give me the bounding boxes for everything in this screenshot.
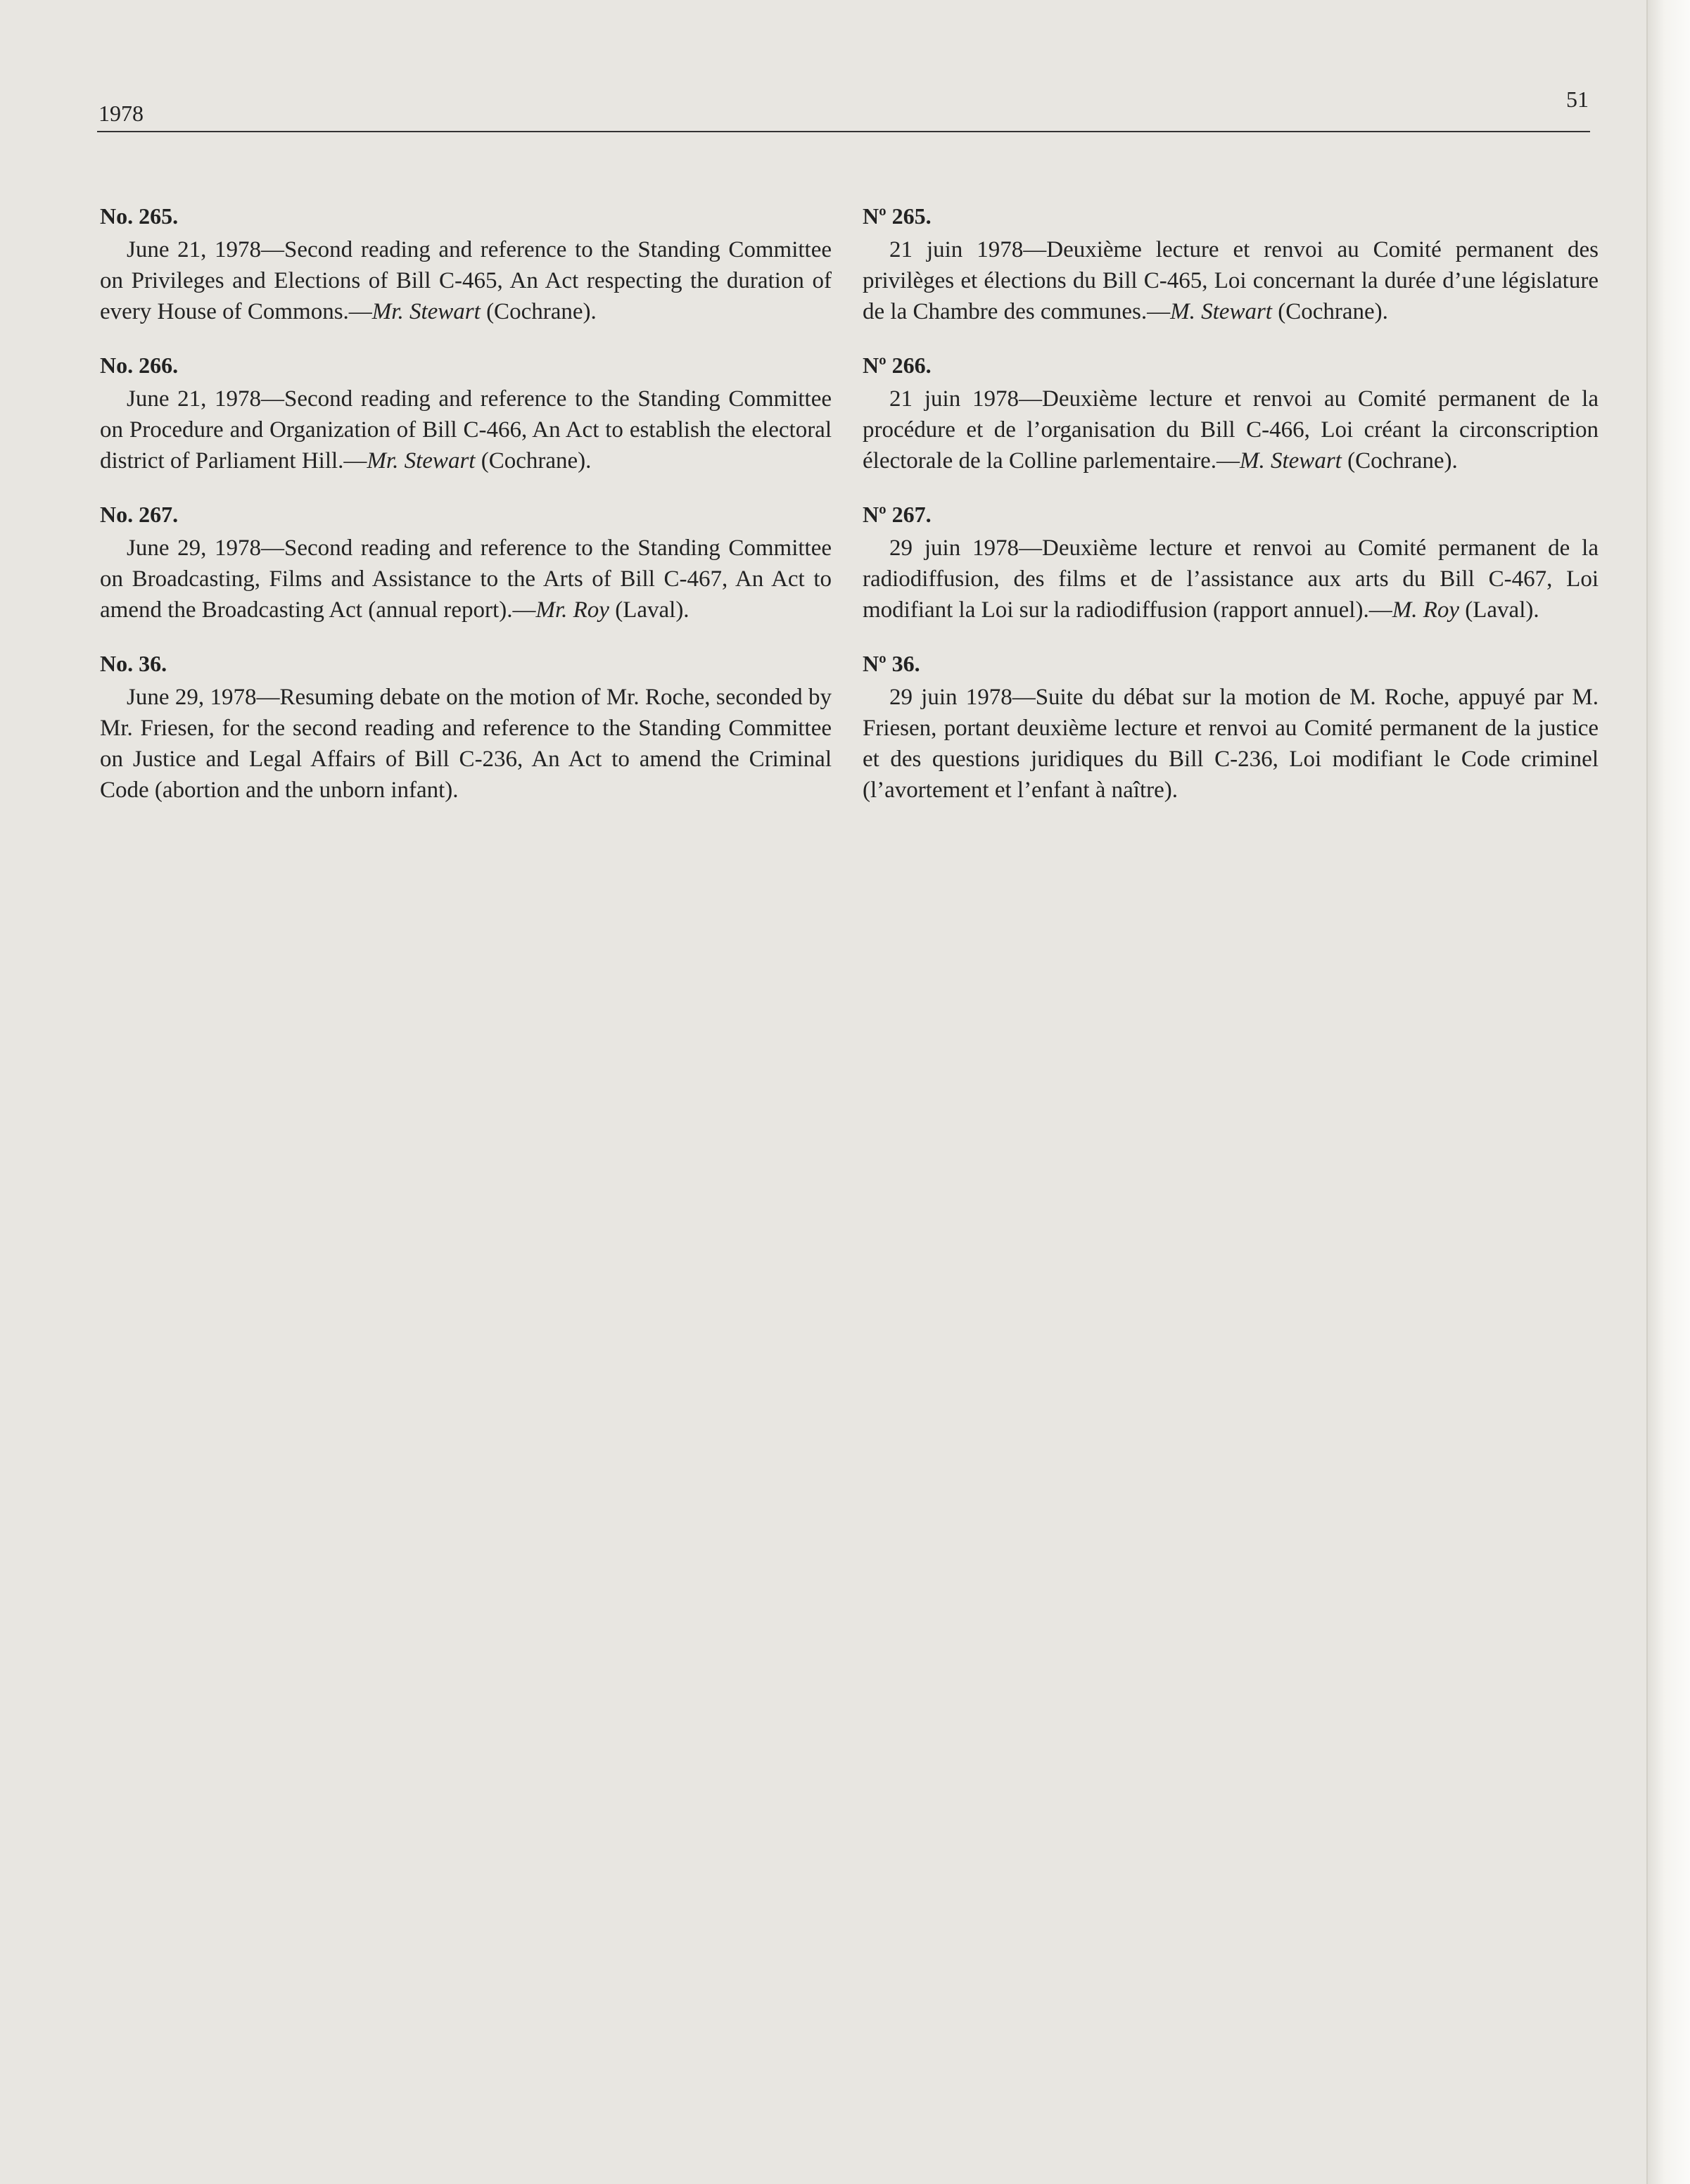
header-year: 1978 xyxy=(99,101,144,126)
entry-en-266 xyxy=(100,350,832,476)
entry-fr-36 xyxy=(863,648,1599,806)
page-header xyxy=(97,86,1590,132)
entry-number: No. 266. xyxy=(100,353,179,378)
mover-name: M. Stewart xyxy=(1170,299,1272,324)
riding-name: (Cochrane). xyxy=(1271,299,1388,324)
entry-number: Nº 265. xyxy=(863,203,932,229)
entry-en-36 xyxy=(100,648,832,806)
entry-number: No. 265. xyxy=(100,203,179,229)
entry-number: Nº 267. xyxy=(863,502,932,527)
mover-name: Mr. Roy xyxy=(535,597,609,623)
mover-name: Mr. Stewart xyxy=(371,299,481,324)
entry-body: 21 juin 1978—Deuxième lecture et renvoi au Comité permanent de la procédure et de l’organisation du Bill C-466, Loi créant la circonscription électorale de la Colline parlementaire.— xyxy=(863,386,1599,474)
entry-text xyxy=(100,383,832,476)
entry-body: 29 juin 1978—Deuxième lecture et renvoi au Comité permanent de la radiodiffusion, des films et de l’assistance aux arts du Bill C-467, Loi modifiant la Loi sur la radiodiffusion (rapport annuel).— xyxy=(863,535,1599,623)
entry-body: June 21, 1978—Second reading and reference to the Standing Committee on Privileges and Elections of Bill C-465, An Act respecting the duration of every House of Commons.— xyxy=(100,237,832,324)
entry-number: No. 267. xyxy=(100,502,179,527)
english-column xyxy=(100,201,832,828)
entry-text xyxy=(863,383,1599,476)
riding-name: (Laval). xyxy=(609,597,690,623)
entry-body: June 29, 1978—Resuming debate on the motion of Mr. Roche, seconded by Mr. Friesen, for the second reading and reference to the Standing Committee on Justice and Legal Affairs of Bill C-236, An Act to amend the Criminal Code (abortion and the unborn infant). xyxy=(100,685,832,803)
entry-fr-265 xyxy=(863,201,1599,327)
entry-en-265 xyxy=(100,201,832,327)
entry-text xyxy=(100,234,832,327)
entry-body: 21 juin 1978—Deuxième lecture et renvoi au Comité permanent des privilèges et élections du Bill C-465, Loi concernant la durée d’une législature de la Chambre des communes.— xyxy=(863,237,1599,324)
entry-fr-266 xyxy=(863,350,1599,476)
riding-name: (Cochrane). xyxy=(475,448,592,474)
entry-fr-267 xyxy=(863,499,1599,626)
entry-text xyxy=(100,682,832,806)
entry-number: No. 36. xyxy=(100,651,167,676)
entry-en-267 xyxy=(100,499,832,626)
entry-body: June 21, 1978—Second reading and reference to the Standing Committee on Procedure and Organization of Bill C-466, An Act to establish the electoral district of Parliament Hill.— xyxy=(100,386,832,474)
entry-body: 29 juin 1978—Suite du débat sur la motion de M. Roche, appuyé par M. Friesen, portant deuxième lecture et renvoi au Comité permanent de la justice et des questions juridiques du Bill C-236, Loi modifiant le Code criminel (l’avortement et l’enfant à naître). xyxy=(863,685,1599,803)
entry-body: June 29, 1978—Second reading and reference to the Standing Committee on Broadcasting, Films and Assistance to the Arts of Bill C-467, An Act to amend the Broadcasting Act (annual report).— xyxy=(100,535,832,623)
french-column xyxy=(863,201,1599,828)
mover-name: M. Roy xyxy=(1392,597,1459,623)
entry-number: Nº 266. xyxy=(863,353,932,378)
riding-name: (Laval). xyxy=(1459,597,1539,623)
riding-name: (Cochrane). xyxy=(480,299,597,324)
entry-text xyxy=(863,533,1599,626)
entry-number: Nº 36. xyxy=(863,651,920,676)
riding-name: (Cochrane). xyxy=(1341,448,1458,474)
entry-text xyxy=(863,234,1599,327)
entry-text xyxy=(863,682,1599,806)
page-edge xyxy=(1646,0,1690,2184)
mover-name: Mr. Stewart xyxy=(367,448,476,474)
entry-text xyxy=(100,533,832,626)
mover-name: M. Stewart xyxy=(1240,448,1342,474)
header-page-number: 51 xyxy=(1566,87,1589,112)
